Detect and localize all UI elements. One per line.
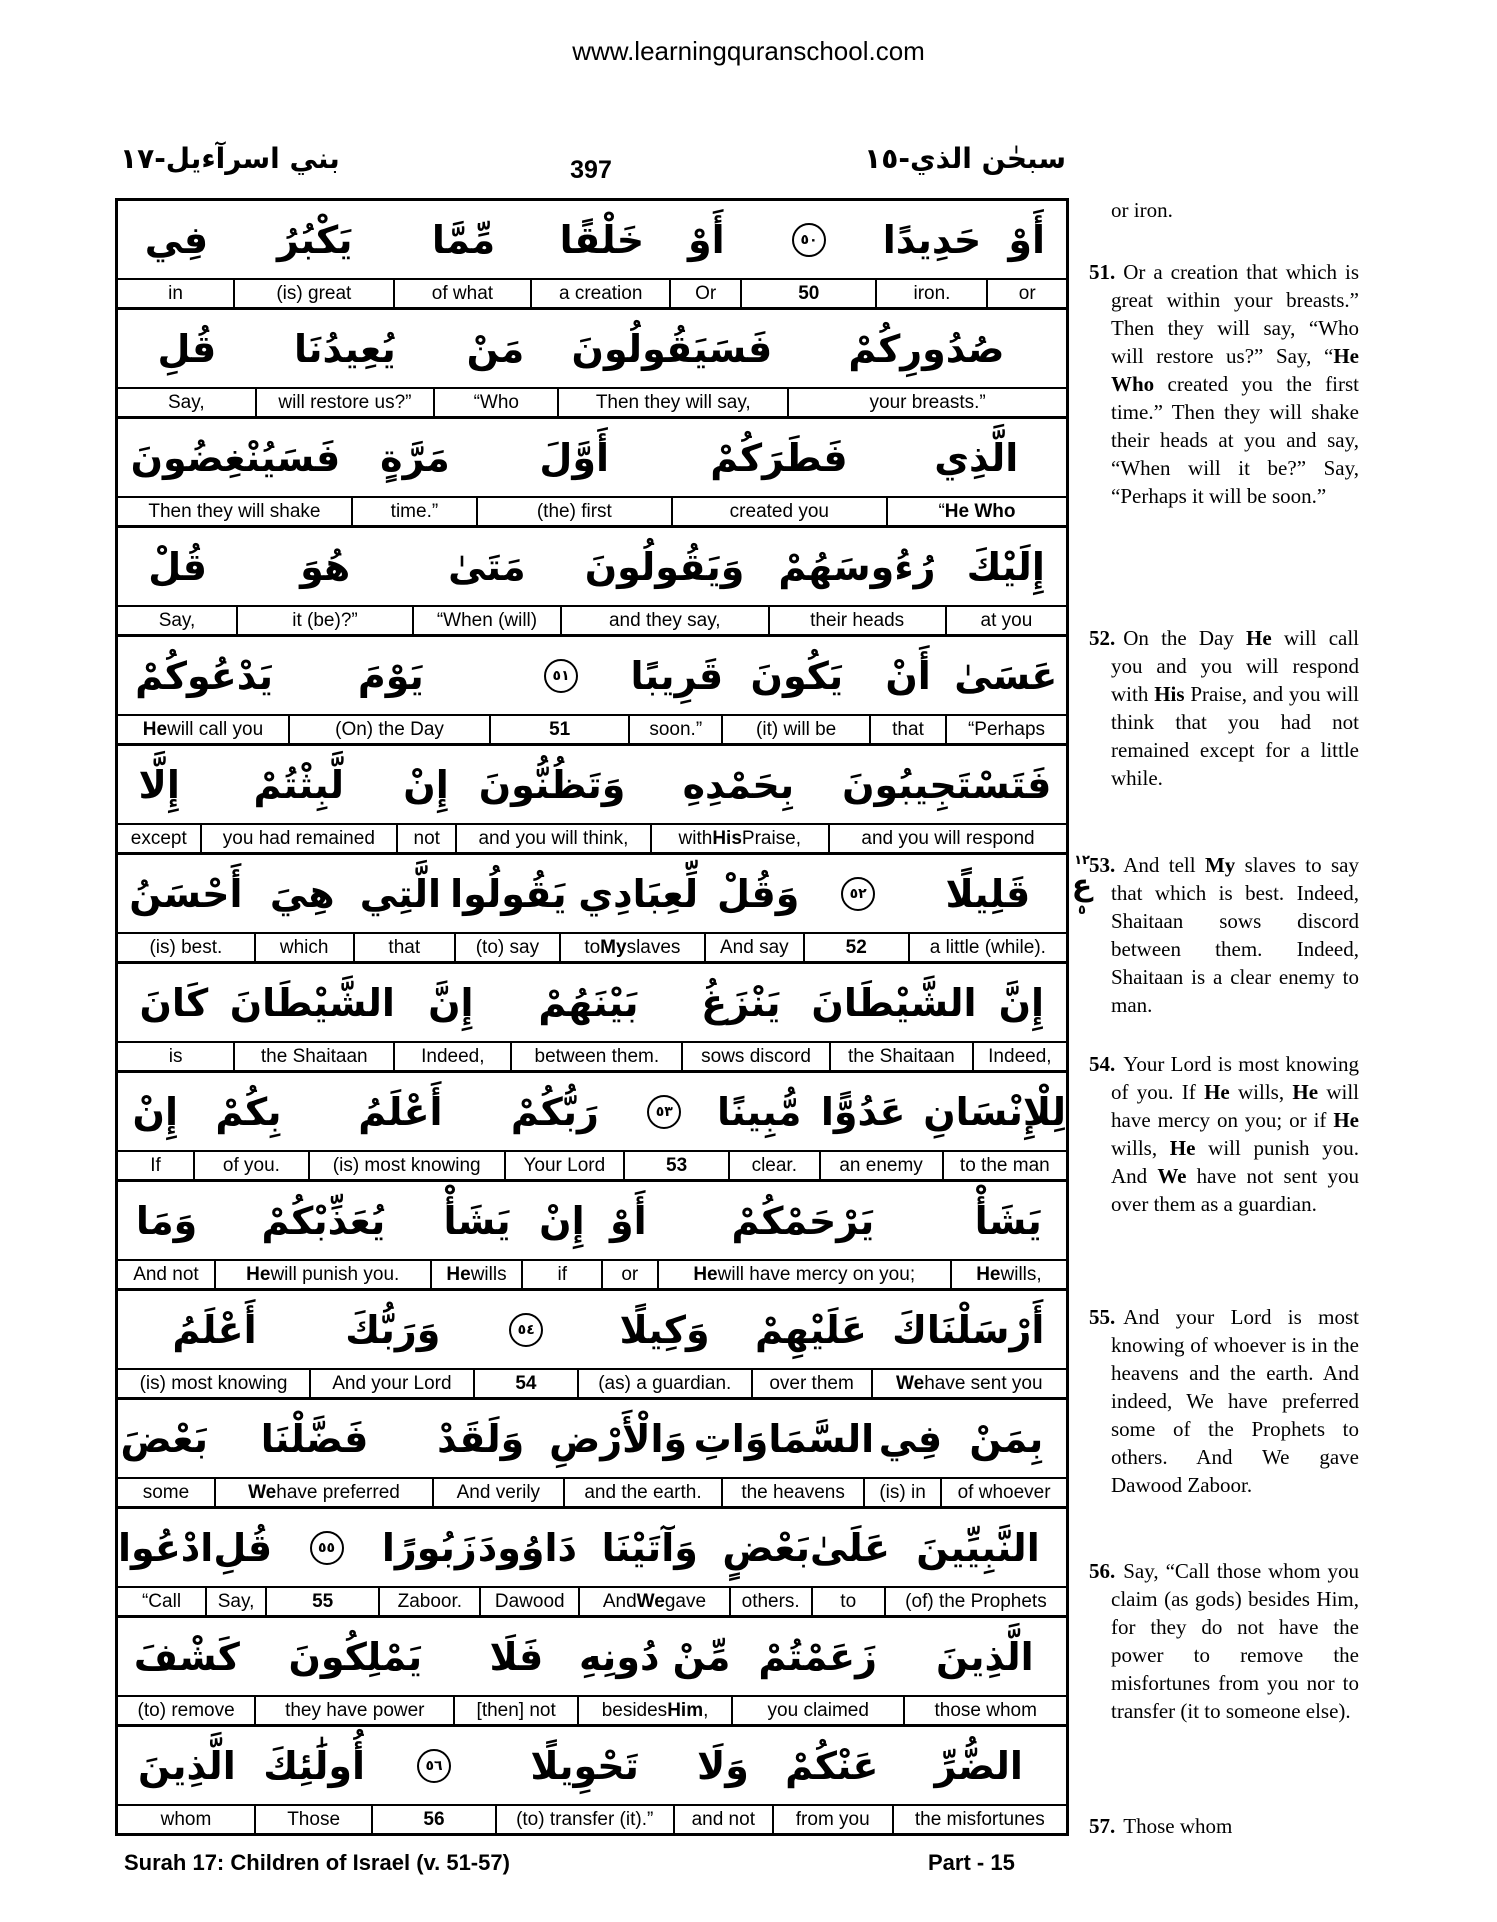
word-translation: soon.” [628,716,721,743]
word-translation: is [168,1045,183,1067]
word-translation: of whoever [940,1479,1066,1506]
arabic-word: أَرْسَلْنَاكَ [892,1307,1045,1352]
word-translation: and not [673,1806,772,1833]
word-translation: “ He Who [886,498,1066,525]
arabic-word: وَالْأَرْضِ [549,1416,688,1461]
bold-word: His [712,827,742,849]
verse-translation: 53. And tell My slaves to say that which is best. Indeed, Shaitaan sows discord between them. Indeed, Shaitaan is a clear enemy to man. [1089,853,1359,1017]
word-translation: [then] not [453,1697,577,1724]
word-translation: (is) in [863,1479,940,1506]
arabic-word: وَلَا [697,1743,749,1788]
footer-part: Part - 15 [928,1850,1015,1875]
arabic-word: كَشْفَ [133,1634,240,1679]
word-translation: to My slaves [559,934,704,961]
bold-word: 54 [515,1372,537,1394]
arabic-word: خَلْقًا [559,217,645,262]
word-translation: iron. [875,280,986,307]
verse-end-marker: ٥٥ [310,1531,344,1565]
word-translation: Indeed, [972,1043,1066,1070]
verse-translation: 54. Your Lord is most knowing of you. If He wills, He will have mercy on you; or if He wills, He will punish you. And We have not sent you over them as a guardian. [1089,1052,1359,1216]
bold-word: His [1154,682,1185,706]
arabic-word: حَدِيدًا [882,217,982,262]
verse-end-marker: ٥٣ [647,1095,681,1129]
word-translation [740,280,875,307]
bold-word: He [246,1263,271,1285]
bold-word: He [1292,1080,1319,1104]
verse-number: 52. [1089,626,1116,650]
word-translation: that [869,716,945,743]
word-translation: And We gave [578,1588,729,1615]
word-translation: Or [669,280,740,307]
word-translation [489,716,628,743]
word-translation: (On) the Day [288,716,489,743]
arabic-row [118,201,1066,280]
bold-word: My [600,936,627,958]
arabic-row [118,1727,1066,1806]
arabic-word: بِكُمْ [215,1089,282,1134]
arabic-word: بَيْنَهُمْ [538,980,639,1025]
arabic-word: قُلِ [157,326,217,371]
arabic-word: فَلَا [489,1634,544,1679]
word-translation: (to) transfer (it).” [495,1806,673,1833]
word-translation: And not [133,1263,199,1285]
verse-end-marker: ٥١ [544,659,578,693]
arabic-row [118,1073,1066,1152]
arabic-word: بَعْضَ [120,1416,208,1461]
arabic-word: مِّنْ دُونِهِ [579,1634,731,1679]
word-translation: (as) a guardian. [577,1370,751,1397]
word-translation: over them [751,1370,871,1397]
word-translation: others. [729,1588,811,1615]
word-translation: whom [160,1808,212,1830]
translation-row [118,934,1066,964]
arabic-row [118,1291,1066,1370]
translation-row [118,389,1066,419]
arabic-row [118,855,1066,934]
word-translation: your breasts.” [787,389,1066,416]
surah-title-arabic: بني اسرآءيل-١٧ [120,142,340,175]
word-translation: from you [772,1806,892,1833]
ruku-top-number: ١٢ [1074,853,1090,868]
word-translation: in [168,282,183,304]
verse-number: 56. [1089,1559,1116,1583]
word-translation: an enemy [819,1152,942,1179]
word-translation: “Who [433,389,557,416]
word-translation: besides Him , [577,1697,731,1724]
word-translation: If [150,1154,161,1176]
word-translation: some [142,1481,190,1503]
word-translation: (is) most knowing [308,1152,504,1179]
bold-word: 56 [423,1808,445,1830]
arabic-word: يَشَأْ [443,1198,511,1243]
word-translation: He wills [430,1261,522,1288]
verse-translation: 55. And your Lord is most knowing of whoever is in the heavens and the earth. And indeed, We have preferred some of the Prophets to others. And We gave Dawood Zaboor. [1089,1305,1359,1497]
arabic-word: قَرِيبًا [630,653,724,698]
word-translation: the heavens [721,1479,863,1506]
word-translation: you claimed [731,1697,903,1724]
word-translation: “When (will) [412,607,560,634]
arabic-word [373,1727,496,1804]
arabic-word: عَلَيْهِمْ [754,1307,867,1352]
arabic-word: لَّبِثْتُمْ [253,762,345,807]
arabic-word: الَّذِينَ [936,1634,1034,1679]
ruku-letter: ع [1071,868,1093,903]
word-translation: We have sent you [871,1370,1066,1397]
arabic-word [272,1509,381,1586]
arabic-word: أَوْ [609,1198,647,1243]
word-translation: or [986,280,1066,307]
verse-end-marker: ٥٤ [509,1313,543,1347]
arabic-word: فِي [144,217,209,262]
arabic-word: بِحَمْدِهِ [682,762,795,807]
word-translation: Then they will shake [148,500,321,522]
arabic-word: بَعْضٍ [722,1525,810,1570]
translation-row [118,1697,1066,1727]
arabic-word: بِمَنْ [969,1416,1044,1461]
arabic-row [118,528,1066,607]
arabic-word: هُوَ [300,544,351,589]
word-translation: will restore us?” [255,389,434,416]
arabic-word: الشَّيْطَانَ [229,980,395,1025]
arabic-word: عَلَىٰ [809,1525,890,1570]
word-translation: And your Lord [309,1370,473,1397]
arabic-row [118,1618,1066,1697]
arabic-word: صُدُورِكُمْ [848,326,1005,371]
arabic-word: أَعْلَمُ [172,1307,257,1352]
bold-word: We [636,1590,665,1612]
word-translation: Then they will say, [557,389,787,416]
bold-word: 52 [845,936,867,958]
translation-row [118,1370,1066,1400]
word-translation [473,1370,577,1397]
word-translation: Indeed, [393,1043,510,1070]
arabic-word: مَنْ [466,326,525,371]
arabic-word [741,201,876,278]
arabic-word: فَطَرَكُمْ [710,435,848,480]
bold-word: 53 [666,1154,688,1176]
word-translation: (is) great [233,280,392,307]
arabic-word: يَشَأْ [974,1198,1042,1243]
arabic-row [118,637,1066,716]
word-translation: Zaboor. [378,1588,479,1615]
word-translation: And verily [432,1479,563,1506]
word-translation: which [254,934,353,961]
arabic-word: إِنَّ [428,980,474,1025]
arabic-word [475,1291,578,1368]
arabic-word: الَّذِي [934,435,1019,480]
word-translation: (it) will be [721,716,869,743]
arabic-word: فَضَّلْنَا [260,1416,369,1461]
translation-row [118,716,1066,746]
word-translation: or [601,1261,656,1288]
arabic-word: إِنَّ [998,980,1045,1025]
bold-word: 50 [798,282,820,304]
bold-word: 51 [549,718,571,740]
arabic-word [613,1073,715,1150]
word-translation: time.” [351,498,476,525]
word-translation: not [396,825,455,852]
word-translation: to the man [942,1152,1066,1179]
arabic-word: يُعَذِّبْكُمْ [261,1198,386,1243]
arabic-word: هِيَ [269,871,335,916]
arabic-word: وَرَبُّكَ [345,1307,441,1352]
word-translation: (to) say [454,934,559,961]
translation-row [118,1261,1066,1291]
part-title-arabic: سبحٰن الذي-١٥ [864,142,1066,175]
arabic-word: إِنْ [132,1089,178,1134]
arabic-word: مُّبِينًا [717,1089,802,1134]
bold-word: He [142,718,168,740]
bold-word: He [693,1263,718,1285]
bold-word: We [896,1372,925,1394]
word-translation: Those [254,1806,371,1833]
arabic-word: يَمْلِكُونَ [288,1634,423,1679]
verse-translation: 51. Or a creation that which is great within your breasts.” Then they will say, “Who will restore us?” Say, “He Who created you the first time.” Then they will shake their heads at you and say, “When will it be?” Say, “Perhaps it will be soon.” [1089,260,1359,508]
verse-number: 54. [1089,1052,1116,1076]
arabic-word: أَوْ [1008,217,1045,262]
word-translation: with His Praise, [650,825,828,852]
arabic-row [118,746,1066,825]
word-translation: the misfortunes [892,1806,1066,1833]
bold-word: He Who [1111,344,1359,396]
bold-word: We [1157,1164,1187,1188]
word-translation: their heads [768,607,945,634]
word-translation [623,1152,728,1179]
bold-word: He [1333,1108,1359,1132]
arabic-row [118,1400,1066,1479]
arabic-word: وَمَا [135,1198,198,1243]
arabic-word: إِنْ [403,762,449,807]
word-translation: of you. [193,1152,308,1179]
word-translation: Say, [158,609,196,631]
arabic-word: عَدُوًّا [820,1089,906,1134]
arabic-word: لِلْإِنْسَانِ [923,1089,1066,1134]
arabic-word: عَنْكُمْ [785,1743,879,1788]
word-translation: and the earth. [563,1479,722,1506]
word-translation: it (be)?” [236,607,412,634]
verse-number: 57. [1089,1814,1116,1838]
arabic-word: تَحْوِيلًا [530,1743,639,1788]
verse-end-marker: ٥٢ [841,877,875,911]
word-translation: that [353,934,454,961]
arabic-row [118,419,1066,498]
arabic-word: الَّذِينَ [138,1743,236,1788]
arabic-word: يُعِيدُنَا [294,326,396,371]
verse-end-marker: ٥٠ [792,223,826,257]
arabic-word [807,855,910,932]
translation-row [118,1043,1066,1073]
arabic-word: رَبُّكُمْ [510,1089,599,1134]
word-translation: (is) most knowing [139,1372,288,1394]
word-translation: He will call you [142,718,264,740]
verse-number: 51. [1089,260,1116,284]
arabic-word: إِنْ [539,1198,585,1243]
arabic-word: وَتَظُنُّونَ [478,762,626,807]
arabic-word: يَرْحَمْكُمْ [731,1198,875,1243]
bold-word: Him [667,1699,704,1721]
arabic-word: وَآتَيْنَا [601,1525,698,1570]
arabic-row [118,1509,1066,1588]
word-translation: Your Lord [504,1152,624,1179]
translation-row [118,607,1066,637]
word-translation [265,1588,378,1615]
word-translation: He will have mercy on you; [657,1261,950,1288]
arabic-word: مَتَىٰ [448,544,526,589]
bold-word: He [1246,626,1272,650]
word-translation: Say, [167,391,205,413]
word-translation: the Shaitaan [233,1043,393,1070]
translation-row [118,1806,1066,1833]
arabic-word: مَرَّةٍ [380,435,450,480]
arabic-row [118,1182,1066,1261]
arabic-word: زَبُورًا [381,1525,477,1570]
verse-translation: 57. Those whom [1089,1814,1233,1838]
word-translation: sows discord [681,1043,829,1070]
arabic-word: وَقُلْ [716,871,800,916]
word-translation: created you [671,498,886,525]
bold-word: We [248,1481,277,1503]
arabic-word: أَنْ [885,653,931,698]
arabic-word: لِّعِبَادِي [578,871,699,916]
arabic-word: يَكْبُرُ [276,217,353,262]
bold-word: 55 [312,1590,334,1612]
arabic-word [492,637,631,714]
arabic-word: يَكُونَ [750,653,844,698]
arabic-word: أُولَٰئِكَ [263,1743,366,1788]
word-translation: a creation [530,280,669,307]
arabic-word: دَاوُودَ [477,1525,578,1570]
word-translation [803,934,908,961]
arabic-word: يَنْزَغُ [701,980,781,1025]
word-translation: (is) best. [149,936,223,958]
arabic-word: أَعْلَمُ [358,1089,443,1134]
verse-translation: 52. On the Day He will call you and you will respond with His Praise, and you will think that you had not remained except for a little while. [1089,626,1360,790]
word-translation: (of) the Prophets [884,1588,1066,1615]
bold-word: He [976,1263,1001,1285]
arabic-word: يَوْمَ [357,653,424,698]
page-number: 397 [570,156,612,184]
arabic-word: أَوْ [688,217,725,262]
word-translation: Dawood [479,1588,578,1615]
word-translation: and they say, [560,607,768,634]
word-translation: except [130,827,187,849]
word-translation: and you will respond [828,825,1066,852]
word-translation: the Shaitaan [829,1043,972,1070]
verse-translation: 56. Say, “Call those whom you claim (as gods) besides Him, for they do not have the power to remove the misfortunes from you nor to transfer (it to someone else). [1089,1559,1359,1723]
ruku-bottom-number: ٥ [1078,903,1086,918]
word-translation: (to) remove [137,1699,235,1721]
verse-number: 55. [1089,1305,1116,1329]
bold-word: He Who [944,500,1016,522]
arabic-word: ادْعُوا [118,1525,214,1570]
verse-number: 53. [1089,853,1116,877]
word-translation [371,1806,494,1833]
arabic-word: وَيَقُولُونَ [584,544,745,589]
translation-row [118,498,1066,528]
arabic-word: الشَّيْطَانَ [811,980,977,1025]
arabic-word: إِلَّا [138,762,180,807]
word-translation: clear. [728,1152,818,1179]
word-translation: (the) first [476,498,671,525]
arabic-word: الضُّرِّ [934,1743,1023,1788]
arabic-word: السَّمَاوَاتِ [693,1416,875,1461]
word-by-word-table [115,198,1069,1836]
word-translation: to [811,1588,884,1615]
word-translation: “Perhaps [945,716,1066,743]
arabic-word: أَوَّلَ [539,435,609,480]
ruku-marker [1071,852,1093,920]
word-translation: We have preferred [214,1479,432,1506]
arabic-word: فَسَيُنْغِضُونَ [130,435,341,480]
arabic-word: قُلْ [148,544,208,589]
arabic-word: رُءُوسَهُمْ [778,544,936,589]
bold-word: He [1169,1136,1196,1160]
arabic-word: وَلَقَدْ [437,1416,525,1461]
arabic-word: قُلِ [213,1525,273,1570]
word-translation: He wills, [950,1261,1066,1288]
verse-end-marker: ٥٦ [417,1749,451,1783]
arabic-word: يَقُولُوا [450,871,567,916]
word-translation: you had remained [200,825,397,852]
word-translation: if [521,1261,601,1288]
word-translation: they have power [254,1697,453,1724]
word-translation: He will punish you. [214,1261,430,1288]
word-translation: a little (while). [908,934,1066,961]
arabic-word: مِّمَّا [431,217,496,262]
translation-row [118,1588,1066,1618]
arabic-word: فَتَسْتَجِيبُونَ [842,762,1052,807]
word-translation: Say, [205,1588,265,1615]
website-url: www.learningquranschool.com [572,36,925,66]
arabic-word: يَدْعُوكُمْ [135,653,273,698]
arabic-word: أَحْسَنُ [129,871,243,916]
bold-word: My [1204,853,1236,877]
translation-row [118,280,1066,310]
arabic-word: فَسَيَقُولُونَ [571,326,773,371]
arabic-word: كَانَ [139,980,209,1025]
arabic-word: قَلِيلًا [945,871,1031,916]
word-translation: between them. [510,1043,681,1070]
arabic-word: النَّبِيِّينَ [916,1525,1040,1570]
verse-translation: or iron. [1111,198,1173,222]
arabic-word: فِي [878,1416,943,1461]
word-translation: And say [704,934,803,961]
word-translation: “Call [141,1590,182,1612]
translation-row [118,825,1066,855]
bold-word: He [1204,1080,1230,1104]
footer-surah-info: Surah 17: Children of Israel (v. 51-57) [124,1850,510,1875]
word-translation: at you [945,607,1066,634]
word-translation: of what [393,280,531,307]
arabic-word: الَّتِي [359,871,442,916]
word-translation: and you will think, [455,825,649,852]
translation-row [118,1479,1066,1509]
word-translation: those whom [903,1697,1066,1724]
arabic-word: إِلَيْكَ [966,544,1045,589]
arabic-row [118,964,1066,1043]
arabic-row [118,310,1066,389]
arabic-word: وَكِيلًا [619,1307,710,1352]
arabic-word: زَعَمْتُمْ [758,1634,877,1679]
arabic-word: عَسَىٰ [954,653,1058,698]
translation-row [118,1152,1066,1182]
bold-word: He [446,1263,471,1285]
